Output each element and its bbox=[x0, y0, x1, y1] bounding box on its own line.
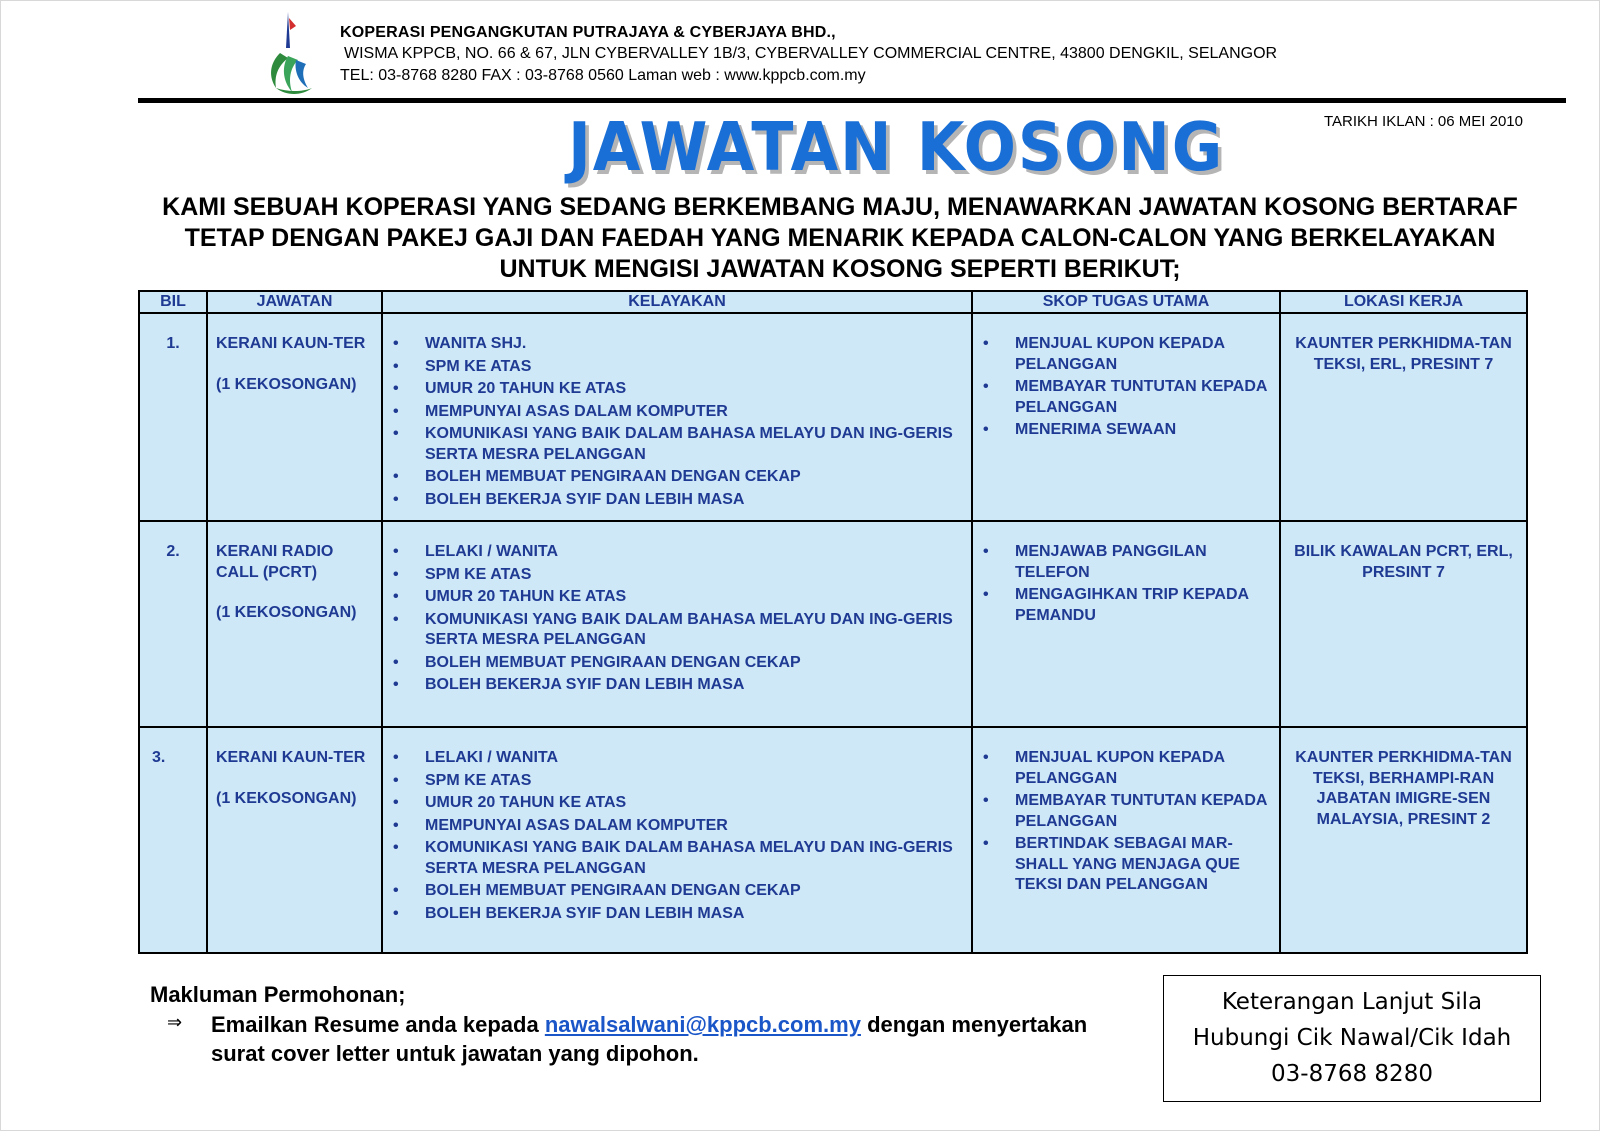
header-bil: BIL bbox=[139, 291, 207, 313]
qualifications-cell bbox=[382, 313, 972, 521]
row-number: 2. bbox=[139, 521, 207, 727]
list-item: • BERTINDAK SEBAGAI MAR-SHALL YANG MENJAGA QUE TEKSI DAN PELANGGAN bbox=[981, 834, 1271, 896]
table-row bbox=[139, 313, 1527, 521]
location-cell: BILIK KAWALAN PCRT, ERL, PRESINT 7 bbox=[1280, 521, 1527, 727]
duties-list bbox=[981, 542, 1271, 626]
qualifications-list bbox=[391, 748, 963, 924]
list-item: • BOLEH BEKERJA SYIF DAN LEBIH MASA bbox=[391, 490, 963, 511]
header-skop-tugas: SKOP TUGAS UTAMA bbox=[972, 291, 1280, 313]
list-item: • MEMBAYAR TUNTUTAN KEPADA PELANGGAN bbox=[981, 791, 1271, 832]
instruction-text-before: Emailkan Resume anda kepada bbox=[211, 1012, 545, 1037]
position-title: KERANI RADIO CALL (PCRT) bbox=[216, 543, 334, 581]
list-item: • MEMBAYAR TUNTUTAN KEPADA PELANGGAN bbox=[981, 377, 1271, 418]
duties-cell bbox=[972, 313, 1280, 521]
list-item: • LELAKI / WANITA bbox=[391, 542, 963, 563]
list-item: • MENJUAL KUPON KEPADA PELANGGAN bbox=[981, 334, 1271, 375]
position-title: KERANI KAUN-TER bbox=[216, 749, 366, 766]
contact-line-1: Keterangan Lanjut Sila bbox=[1221, 989, 1483, 1015]
list-item: • UMUR 20 TAHUN KE ATAS bbox=[391, 379, 963, 400]
advertisement-date: TARIKH IKLAN : 06 MEI 2010 bbox=[1324, 113, 1523, 130]
list-item: • BOLEH MEMBUAT PENGIRAAN DENGAN CEKAP bbox=[391, 467, 963, 488]
email-link[interactable]: nawalsalwani@kppcb.com.my bbox=[544, 1012, 861, 1037]
list-item: • BOLEH BEKERJA SYIF DAN LEBIH MASA bbox=[391, 675, 963, 696]
position-cell bbox=[207, 313, 382, 521]
qualifications-list bbox=[391, 542, 963, 696]
vacancy-table bbox=[138, 290, 1526, 954]
table-header-row bbox=[139, 291, 1527, 313]
header-divider bbox=[138, 98, 1566, 103]
list-item: • BOLEH MEMBUAT PENGIRAAN DENGAN CEKAP bbox=[391, 653, 963, 674]
table-row bbox=[139, 727, 1527, 953]
vacancy-count: (1 KEKOSONGAN) bbox=[216, 604, 357, 621]
list-item: • UMUR 20 TAHUN KE ATAS bbox=[391, 793, 963, 814]
page-title: JAWATAN KOSONG bbox=[568, 108, 1225, 186]
list-item: • WANITA SHJ. bbox=[391, 334, 963, 355]
list-item: • MENERIMA SEWAAN bbox=[981, 420, 1271, 441]
list-item: • MEMPUNYAI ASAS DALAM KOMPUTER bbox=[391, 816, 963, 837]
list-item: • SPM KE ATAS bbox=[391, 565, 963, 586]
organization-address: WISMA KPPCB, NO. 66 & 67, JLN CYBERVALLEY 1B/3, CYBERVALLEY COMMERCIAL CENTRE, 43800 DENGKIL, SELANGOR bbox=[344, 45, 1278, 62]
contact-line-2: Hubungi Cik Nawal/Cik Idah bbox=[1192, 1025, 1512, 1051]
kppcb-logo-icon bbox=[262, 8, 322, 98]
contact-phone: 03-8768 8280 bbox=[1271, 1061, 1433, 1087]
arrow-right-icon: ⇒ bbox=[167, 1012, 183, 1032]
duties-list bbox=[981, 334, 1271, 441]
list-item: • KOMUNIKASI YANG BAIK DALAM BAHASA MELAYU DAN ING-GERIS SERTA MESRA PELANGGAN bbox=[391, 838, 963, 879]
list-item: • MEMPUNYAI ASAS DALAM KOMPUTER bbox=[391, 402, 963, 423]
list-item: • BOLEH MEMBUAT PENGIRAAN DENGAN CEKAP bbox=[391, 881, 963, 902]
list-item: • KOMUNIKASI YANG BAIK DALAM BAHASA MELAYU DAN ING-GERIS SERTA MESRA PELANGGAN bbox=[391, 610, 963, 651]
row-number: 1. bbox=[139, 313, 207, 521]
list-item: • SPM KE ATAS bbox=[391, 357, 963, 378]
vacancy-count: (1 KEKOSONGAN) bbox=[216, 789, 357, 807]
table-row bbox=[139, 521, 1527, 727]
row-number: 3. bbox=[139, 727, 207, 953]
contact-box bbox=[1163, 975, 1541, 1102]
position-cell bbox=[207, 727, 382, 953]
location-cell: KAUNTER PERKHIDMA-TAN TEKSI, BERHAMPI-RAN JABATAN IMIGRE-SEN MALAYSIA, PRESINT 2 bbox=[1280, 727, 1527, 953]
application-instructions bbox=[211, 1010, 1091, 1068]
application-notice-title: Makluman Permohonan; bbox=[150, 982, 406, 1007]
list-item: • KOMUNIKASI YANG BAIK DALAM BAHASA MELAYU DAN ING-GERIS SERTA MESRA PELANGGAN bbox=[391, 424, 963, 465]
organization-name: KOPERASI PENGANGKUTAN PUTRAJAYA & CYBERJAYA BHD., bbox=[340, 24, 836, 41]
duties-list bbox=[981, 748, 1271, 896]
duties-cell bbox=[972, 727, 1280, 953]
header-lokasi-kerja: LOKASI KERJA bbox=[1280, 291, 1527, 313]
list-item: • SPM KE ATAS bbox=[391, 771, 963, 792]
vacancy-count: (1 KEKOSONGAN) bbox=[216, 375, 357, 393]
list-item: • MENJUAL KUPON KEPADA PELANGGAN bbox=[981, 748, 1271, 789]
list-item: • LELAKI / WANITA bbox=[391, 748, 963, 769]
list-item: • MENGAGIHKAN TRIP KEPADA PEMANDU bbox=[981, 585, 1271, 626]
position-cell bbox=[207, 521, 382, 727]
qualifications-list bbox=[391, 334, 963, 510]
intro-paragraph: KAMI SEBUAH KOPERASI YANG SEDANG BERKEMBANG MAJU, MENAWARKAN JAWATAN KOSONG BERTARAF TETAP DENGAN PAKEJ GAJI DAN FAEDAH YANG MENARIK KEPADA CALON-CALON YANG BERKELAYAKAN UNTUK MENGISI JAWATAN KOSONG SEPERTI BERIKUT; bbox=[162, 193, 1518, 283]
organization-contact: TEL: 03-8768 8280 FAX : 03-8768 0560 Laman web : www.kppcb.com.my bbox=[340, 67, 866, 84]
instruction-text-after: dengan menyertakan surat cover letter untuk jawatan yang dipohon. bbox=[211, 1012, 1088, 1066]
qualifications-cell bbox=[382, 521, 972, 727]
list-item: • MENJAWAB PANGGILAN TELEFON bbox=[981, 542, 1271, 583]
duties-cell bbox=[972, 521, 1280, 727]
header-jawatan: JAWATAN bbox=[207, 291, 382, 313]
position-title: KERANI KAUN-TER bbox=[216, 335, 366, 352]
location-cell: KAUNTER PERKHIDMA-TAN TEKSI, ERL, PRESINT 7 bbox=[1280, 313, 1527, 521]
header-kelayakan: KELAYAKAN bbox=[382, 291, 972, 313]
list-item: • UMUR 20 TAHUN KE ATAS bbox=[391, 587, 963, 608]
list-item: • BOLEH BEKERJA SYIF DAN LEBIH MASA bbox=[391, 904, 963, 925]
qualifications-cell bbox=[382, 727, 972, 953]
